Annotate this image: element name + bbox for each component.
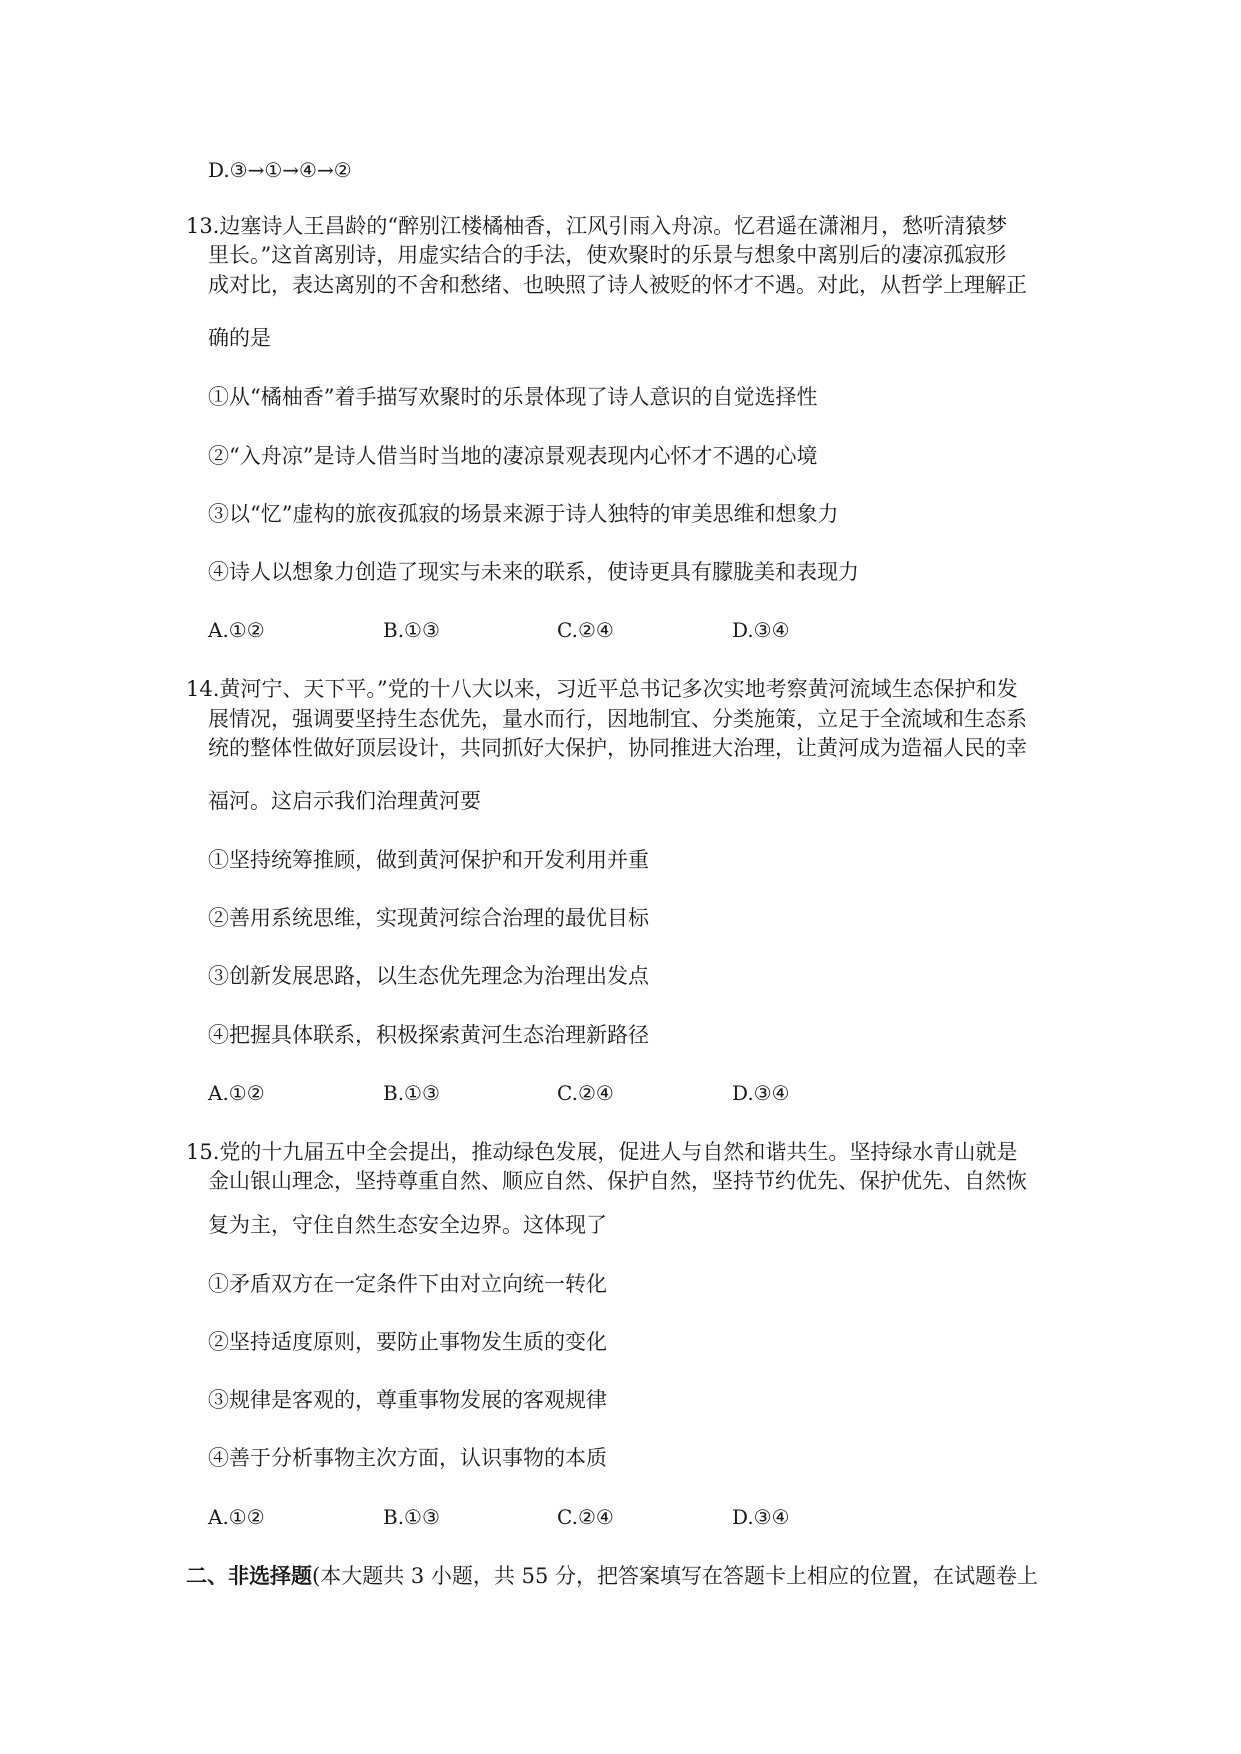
q14-stem-line: 14.黄河宁、天下平。”党的十八大以来，习近平总书记多次实地考察黄河流域生态保护和发: [186, 677, 1018, 701]
q14-item: ①坚持统筹推顾，做到黄河保护和开发利用并重: [208, 848, 649, 872]
q14-item: ③创新发展思路，以生态优先理念为治理出发点: [208, 964, 649, 988]
q13-item: ④诗人以想象力创造了现实与未来的联系，使诗更具有朦胧美和表现力: [208, 560, 859, 584]
section-2-title: 二、非选择题: [186, 1563, 312, 1588]
q13-stem-line: 确的是: [208, 326, 271, 350]
q13-item: ②“入舟凉”是诗人借当时当地的凄凉景观表现内心怀才不遇的心境: [208, 444, 818, 468]
q15-item: ①矛盾双方在一定条件下由对立向统一转化: [208, 1272, 607, 1296]
q15-option-c: C.②④: [557, 1505, 614, 1529]
q15-stem-line: 金山银山理念，坚持尊重自然、顺应自然、保护自然，坚持节约优先、保护优先、自然恢: [208, 1169, 1027, 1193]
q13-item: ①从“橘柚香”着手描写欢聚时的乐景体现了诗人意识的自觉选择性: [208, 385, 818, 409]
q14-stem-line: 展情况，强调要坚持生态优先，量水而行，因地制宜、分类施策，立足于全流域和生态系: [208, 707, 1027, 731]
q14-option-d: D.③④: [732, 1081, 790, 1105]
q14-stem-line: 福河。这启示我们治理黄河要: [208, 789, 481, 813]
section-2-instructions: (本大题共 3 小题，共 55 分，把答案填写在答题卡上相应的位置，在试题卷上: [312, 1564, 1038, 1588]
q15-option-a: A.①②: [208, 1505, 265, 1529]
q14-option-b: B.①③: [383, 1081, 440, 1105]
q15-item: ③规律是客观的，尊重事物发展的客观规律: [208, 1388, 607, 1412]
q13-stem-line: 成对比，表达离别的不舍和愁绪、也映照了诗人被贬的怀才不遇。对此，从哲学上理解正: [208, 273, 1027, 297]
q15-option-d: D.③④: [732, 1505, 790, 1529]
q13-option-d: D.③④: [732, 618, 790, 642]
q14-item: ④把握具体联系，积极探索黄河生态治理新路径: [208, 1023, 649, 1047]
q15-stem-line: 15.党的十九届五中全会提出，推动绿色发展，促进人与自然和谐共生。坚持绿水青山就是: [186, 1140, 1018, 1164]
q12-option-d: D.③→①→④→②: [208, 158, 352, 182]
q15-item: ②坚持适度原则，要防止事物发生质的变化: [208, 1330, 607, 1354]
q13-stem-line: 里长。”这首离别诗，用虚实结合的手法，使欢聚时的乐景与想象中离别后的凄凉孤寂形: [208, 243, 1007, 267]
q13-item: ③以“忆”虚构的旅夜孤寂的场景来源于诗人独特的审美思维和想象力: [208, 502, 839, 526]
q15-item: ④善于分析事物主次方面，认识事物的本质: [208, 1446, 607, 1470]
section-2-heading-line: [186, 1562, 1038, 1590]
q13-option-b: B.①③: [383, 618, 440, 642]
q13-option-c: C.②④: [557, 618, 614, 642]
q15-option-b: B.①③: [383, 1505, 440, 1529]
q14-stem-line: 统的整体性做好顶层设计，共同抓好大保护，协同推进大治理，让黄河成为造福人民的幸: [208, 736, 1027, 760]
q14-item: ②善用系统思维，实现黄河综合治理的最优目标: [208, 906, 649, 930]
q13-stem-line: 13.边塞诗人王昌龄的“醉别江楼橘柚香，江风引雨入舟凉。忆君遥在潇湘月，愁听清猿梦: [186, 214, 1008, 238]
q14-option-a: A.①②: [208, 1081, 265, 1105]
q13-option-a: A.①②: [208, 618, 265, 642]
q15-stem-line: 复为主，守住自然生态安全边界。这体现了: [208, 1213, 607, 1237]
q14-option-c: C.②④: [557, 1081, 614, 1105]
